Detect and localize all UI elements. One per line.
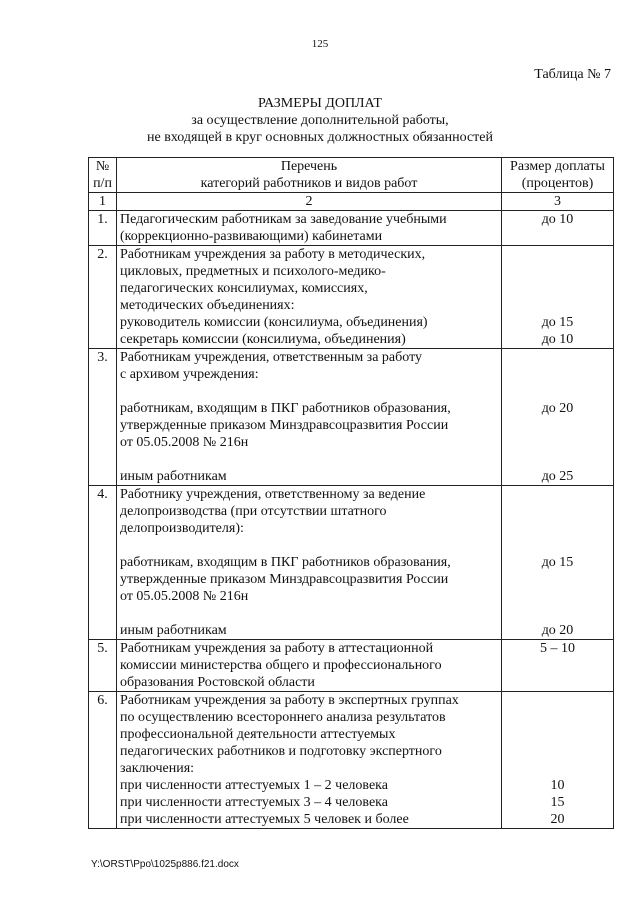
header-description bbox=[117, 158, 502, 193]
header-allowance-size-line: Размер доплаты bbox=[510, 159, 605, 174]
description-line: (коррекционно-развивающими) кабинетами bbox=[120, 229, 383, 244]
row-description bbox=[117, 640, 502, 692]
allowance-value bbox=[505, 571, 610, 588]
row-number: 3. bbox=[89, 349, 117, 486]
description-line: делопроизводства (при отсутствии штатного bbox=[120, 504, 387, 519]
allowance-value bbox=[505, 366, 610, 383]
column-index: 2 bbox=[117, 193, 502, 211]
row-description bbox=[117, 349, 502, 486]
description-line: образования Ростовской области bbox=[120, 675, 315, 690]
row-allowance-size bbox=[502, 246, 614, 349]
allowance-value bbox=[505, 743, 610, 760]
allowance-value bbox=[505, 297, 610, 314]
description-line: педагогических консилиумах, комиссиях, bbox=[120, 281, 368, 296]
document-title: РАЗМЕРЫ ДОПЛАТ bbox=[258, 96, 382, 111]
allowance-value: 10 bbox=[550, 778, 565, 793]
description-line: методических объединениях: bbox=[120, 298, 295, 313]
allowance-value bbox=[505, 434, 610, 451]
allowance-value: до 20 bbox=[541, 623, 574, 638]
allowance-value bbox=[505, 760, 610, 777]
table-row bbox=[89, 246, 614, 349]
header-allowance-size-line: (процентов) bbox=[521, 176, 594, 191]
description-line: Работникам учреждения, ответственным за работу bbox=[120, 350, 423, 365]
description-line: при численности аттестуемых 5 человек и более bbox=[120, 812, 409, 827]
description-line: при численности аттестуемых 3 – 4 человека bbox=[120, 795, 388, 810]
description-line: утвержденные приказом Минздравсоцразвития России bbox=[120, 572, 449, 587]
table-label: Таблица № 7 bbox=[534, 67, 611, 82]
description-line bbox=[120, 451, 498, 468]
header-num bbox=[89, 158, 117, 193]
allowance-value bbox=[505, 383, 610, 400]
subtitle-line: не входящей в круг основных должностных обязанностей bbox=[147, 130, 493, 145]
description-line: делопроизводителя): bbox=[120, 521, 244, 536]
column-index: 3 bbox=[502, 193, 614, 211]
allowance-value: до 10 bbox=[541, 212, 574, 227]
row-description bbox=[117, 486, 502, 640]
allowance-value bbox=[505, 520, 610, 537]
page-number: 125 bbox=[311, 38, 329, 50]
row-allowance-size bbox=[502, 349, 614, 486]
table-row bbox=[89, 486, 614, 640]
description-line: Работникам учреждения за работу в методических, bbox=[120, 247, 426, 262]
description-line: иным работникам bbox=[120, 469, 227, 484]
row-number: 4. bbox=[89, 486, 117, 640]
description-line: от 05.05.2008 № 216н bbox=[120, 435, 249, 450]
row-number: 2. bbox=[89, 246, 117, 349]
allowance-value bbox=[505, 588, 610, 605]
description-line: иным работникам bbox=[120, 623, 227, 638]
description-line: заключения: bbox=[120, 761, 195, 776]
allowance-value: 20 bbox=[550, 812, 565, 827]
description-line: цикловых, предметных и психолого-медико- bbox=[120, 264, 386, 279]
allowance-value: до 25 bbox=[541, 469, 574, 484]
description-line bbox=[120, 383, 498, 400]
allowance-value: до 10 bbox=[541, 332, 574, 347]
allowance-value bbox=[505, 503, 610, 520]
description-line: руководитель комиссии (консилиума, объединения) bbox=[120, 315, 428, 330]
description-line: секретарь комиссии (консилиума, объединения) bbox=[120, 332, 406, 347]
allowance-value bbox=[505, 451, 610, 468]
header-num-line: № bbox=[95, 159, 110, 174]
table-body bbox=[89, 211, 614, 829]
allowance-value bbox=[505, 692, 610, 709]
allowance-value bbox=[505, 349, 610, 366]
allowance-value bbox=[505, 228, 610, 245]
description-line: утвержденные приказом Минздравсоцразвития России bbox=[120, 418, 449, 433]
description-line: работникам, входящим в ПКГ работников образования, bbox=[120, 401, 451, 416]
row-description bbox=[117, 211, 502, 246]
allowance-value: 15 bbox=[550, 795, 565, 810]
allowance-value bbox=[505, 726, 610, 743]
allowance-value bbox=[505, 417, 610, 434]
description-line: по осуществлению всестороннего анализа результатов bbox=[120, 710, 446, 725]
description-line: работникам, входящим в ПКГ работников образования, bbox=[120, 555, 451, 570]
column-index: 1 bbox=[89, 193, 117, 211]
description-line: педагогических работников и подготовку экспертного bbox=[120, 744, 442, 759]
table-row bbox=[89, 640, 614, 692]
row-number: 1. bbox=[89, 211, 117, 246]
table-row bbox=[89, 692, 614, 829]
table-header-row bbox=[89, 158, 614, 193]
column-index-row bbox=[89, 193, 614, 211]
allowance-value bbox=[505, 657, 610, 674]
row-description bbox=[117, 246, 502, 349]
row-allowance-size bbox=[502, 640, 614, 692]
document-subtitle bbox=[0, 112, 640, 146]
description-line bbox=[120, 537, 498, 554]
description-line: при численности аттестуемых 1 – 2 человека bbox=[120, 778, 388, 793]
description-line: от 05.05.2008 № 216н bbox=[120, 589, 249, 604]
row-number: 5. bbox=[89, 640, 117, 692]
description-line bbox=[120, 605, 498, 622]
description-line: профессиональной деятельности аттестуемых bbox=[120, 727, 396, 742]
header-description-line: категорий работников и видов работ bbox=[200, 176, 418, 191]
allowance-value bbox=[505, 605, 610, 622]
allowance-value bbox=[505, 674, 610, 691]
header-allowance-size bbox=[502, 158, 614, 193]
allowance-value bbox=[505, 709, 610, 726]
description-line: Работникам учреждения за работу в экспертных группах bbox=[120, 693, 459, 708]
row-allowance-size bbox=[502, 486, 614, 640]
description-line: Работникам учреждения за работу в аттестационной bbox=[120, 641, 434, 656]
allowance-value bbox=[505, 280, 610, 297]
description-line: с архивом учреждения: bbox=[120, 367, 259, 382]
header-description-line: Перечень bbox=[280, 159, 338, 174]
footer-file-path: Y:\ORST\Ppo\1025p886.f21.docx bbox=[91, 859, 239, 870]
table-row bbox=[89, 211, 614, 246]
description-line: комиссии министерства общего и профессионального bbox=[120, 658, 442, 673]
subtitle-line: за осуществление дополнительной работы, bbox=[191, 113, 449, 128]
allowance-value: до 15 bbox=[541, 315, 574, 330]
allowance-value bbox=[505, 263, 610, 280]
row-allowance-size bbox=[502, 692, 614, 829]
allowance-value bbox=[505, 486, 610, 503]
allowance-value bbox=[505, 246, 610, 263]
description-line: Работнику учреждения, ответственному за ведение bbox=[120, 487, 426, 502]
allowance-value bbox=[505, 537, 610, 554]
allowance-value: до 20 bbox=[541, 401, 574, 416]
allowance-value: 5 – 10 bbox=[540, 641, 575, 656]
row-number: 6. bbox=[89, 692, 117, 829]
header-num-line: п/п bbox=[93, 176, 112, 191]
row-allowance-size bbox=[502, 211, 614, 246]
row-description bbox=[117, 692, 502, 829]
allowance-value: до 15 bbox=[541, 555, 574, 570]
table-row bbox=[89, 349, 614, 486]
allowances-table bbox=[88, 157, 614, 829]
description-line: Педагогическим работникам за заведование учебными bbox=[120, 212, 447, 227]
